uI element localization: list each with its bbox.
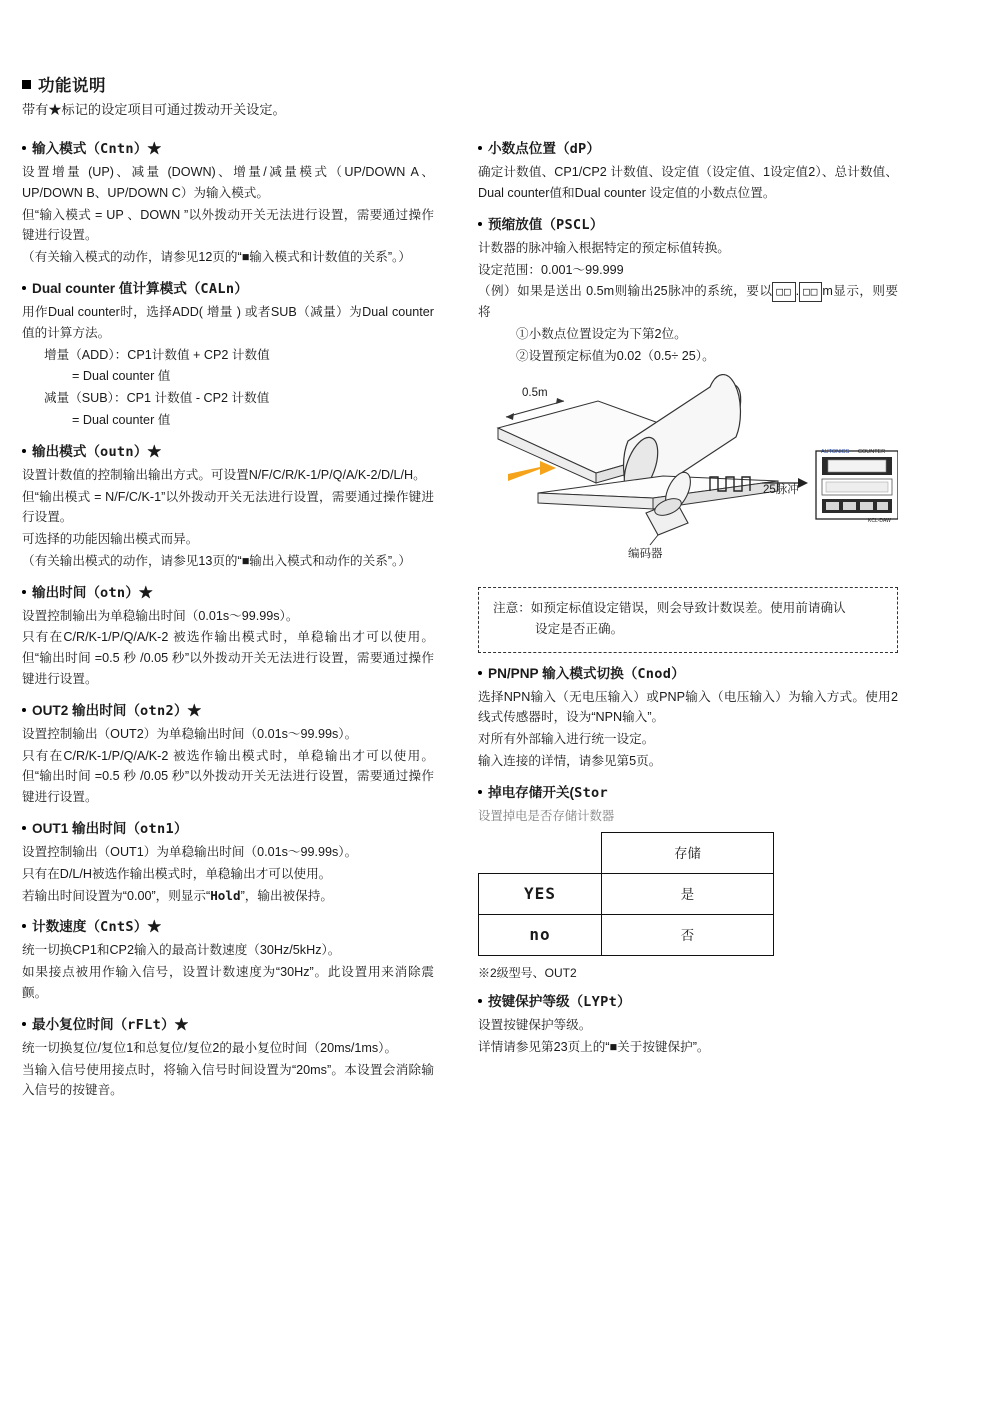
paragraph: 设置增量 (UP)、减量 (DOWN)、增量/减量模式（UP/DOWN A、UP/DOWN B、UP/DOWN C）为输入模式。 [22,165,434,200]
caution-note [478,587,898,653]
table-header-storage: 存储 [602,832,774,873]
paragraph: 但“输出模式 = N/F/C/K-1”以外拨动开关无法进行设置，需要通过操作键进行设置。 [22,489,434,525]
paragraph: 设置控制输出（OUT2）为单稳输出时间（0.01s～99.99s）。 [22,726,358,741]
section-heading: 掉电存储开关(Stor [478,781,898,805]
table-cell-value: 否 [602,914,774,955]
paragraph: （有关输入模式的动作，请参见12页的“■输入模式和计数值的关系”。） [22,250,411,265]
figure-device-model: KCL-DAW [868,517,891,524]
figure-device-title: COUNTER [858,448,886,455]
gray-subnote: 设置掉电是否存储计数器 [478,808,615,823]
segment-code: LYPt [583,993,618,1010]
paragraph: 只有在C/R/K-1/P/Q/A/K-2 被选作输出模式时，单稳输出才可以使用。但“输出时间 =0.5 秒 /0.05 秒”以外拨动开关无法进行设置，需要通过操作键进行设置。 [22,748,434,805]
placeholder-digits: □□ [799,282,822,302]
section-prescale [478,213,898,367]
paragraph: 选择NPN输入（无电压输入）或PNP输入（电压输入）为输入方式。使用2线式传感器时，设为“NPN输入”。 [478,689,898,725]
section-heading: Dual counter 值计算模式（CALn） [22,277,434,301]
left-column [22,128,434,1107]
paragraph: （有关输出模式的动作，请参见13页的“■输出入模式和动作的关系”。） [22,553,411,568]
section-heading: 输出模式（outn）★ [22,440,434,464]
segment-code: Hold [210,887,241,903]
right-column [478,128,898,1063]
paragraph: 统一切换复位/复位1和总复位/复位2的最小复位时间（20ms/1ms）。 [22,1040,398,1055]
paragraph: 设定范围：0.001～99.999 [478,262,624,277]
table-header-empty [479,832,602,873]
bullet-dot-icon [22,590,26,594]
section-min-reset-time [22,1013,434,1101]
paragraph: 若输出时间设置为“0.00”，则显示“Hold”，输出被保持。 [22,887,333,903]
formula-line: 减量（SUB）：CP1 计数值 - CP2 计数值 [44,391,270,406]
section-power-off-storage [478,781,898,981]
paragraph: 计数器的脉冲输入根据特定的预定标值转换。 [478,240,730,255]
caution-line: 注意：如预定标值设定错误，则会导致计数误差。使用前请确认 [493,600,846,615]
paragraph: 只有在D/L/H被选作输出模式时，单稳输出才可以使用。 [22,866,332,881]
segment-code: CntS [99,919,134,936]
section-heading: OUT1 输出时间（otn1） [22,817,434,841]
table-row [479,873,774,914]
section-heading: 输入模式（Cntn）★ [22,137,434,161]
segment-code: Stor [574,784,609,801]
section-heading: 按键保护等级（LYPt） [478,990,898,1014]
paragraph: 设置计数值的控制输出输出方式。可设置N/F/C/R/K-1/P/Q/A/K-2/D/L/H。 [22,467,426,482]
caution-line: 设定是否正确。 [535,622,624,637]
formula-line: = Dual counter 值 [72,412,171,427]
paragraph: 输入连接的详情，请参见第5页。 [478,753,662,768]
paragraph: 设置按键保护等级。 [478,1017,592,1032]
paragraph: 可选择的功能因输出模式而异。 [22,532,199,547]
storage-table [478,832,774,956]
table-row [479,832,774,873]
segment-code: Cnod [637,665,672,682]
paragraph: 如果接点被用作输入信号，设置计数速度为“30Hz”。此设置用来消除震颤。 [22,965,434,1000]
paragraph: 对所有外部输入进行统一设定。 [478,732,655,747]
segment-code: otn [99,584,126,601]
formula-line: 增量（ADD）：CP1计数值 + CP2 计数值 [44,347,270,362]
table-cell-code: YES [479,873,602,914]
segment-code: CALn [200,280,235,297]
bullet-dot-icon [22,708,26,712]
section-out1-time [22,817,434,906]
numbered-item: ①小数点位置设定为下第2位。 [516,327,687,342]
table-cell-value: 是 [602,873,774,914]
prescale-diagram-svg [478,373,898,573]
table-footnote: ※2级型号、OUT2 [478,965,577,980]
segment-code: dP [569,141,587,157]
section-heading: 输出时间（otn）★ [22,581,434,605]
paragraph: （例）如果是送出 0.5m则输出25脉冲的系统，要以 □□ . □□ m显示，则要将 [478,284,898,320]
bullet-dot-icon [478,790,482,794]
page-subtitle: 带有★标记的设定项目可通过拨动开关设定。 [22,102,286,117]
segment-code: rFLt [127,1016,162,1033]
formula-line: = Dual counter 值 [72,369,171,384]
placeholder-digits: □□ [772,282,795,302]
bullet-dot-icon [22,826,26,830]
bullet-dot-icon [478,146,482,150]
segment-code: outn [99,443,134,460]
section-heading: 预缩放值（PSCL） [478,213,898,237]
section-key-protection [478,990,898,1058]
section-input-mode [22,137,434,268]
page-title: 功能说明 [22,72,106,96]
bullet-dot-icon [22,1022,26,1026]
segment-code: PSCL [555,216,590,233]
bullet-dot-icon [22,449,26,453]
bullet-dot-icon [478,671,482,675]
figure-device-brand: AUTONICS [821,448,850,455]
bullet-dot-icon [22,286,26,290]
segment-code: otn2 [140,702,174,719]
bullet-square-icon [22,80,31,89]
bullet-dot-icon [22,146,26,150]
section-heading: 最小复位时间（rFLt）★ [22,1013,434,1037]
section-count-speed [22,915,434,1003]
paragraph: 设置控制输出为单稳输出时间（0.01s～99.99s）。 [22,608,299,623]
paragraph: 但“输入模式 = UP 、DOWN ”以外拨动开关无法进行设置，需要通过操作键进行设置。 [22,207,434,243]
section-dual-counter-calc [22,277,434,431]
section-output-mode [22,440,434,572]
prescale-diagram [478,373,898,573]
bullet-dot-icon [22,924,26,928]
paragraph: 确定计数值、CP1/CP2 计数值、设定值（设定值、1设定值2）、总计数值、 Dual counter值和Dual counter 设定值的小数点位置。 [478,165,898,200]
segment-code: otn1 [140,820,174,837]
paragraph: 详情请参见第23页上的“■关于按键保护”。 [478,1039,710,1054]
segment-code: Cntn [99,141,134,157]
numbered-item: ②设置预定标值为0.02（0.5÷ 25）。 [516,348,715,363]
paragraph: 统一切换CP1和CP2输入的最高计数速度（30Hz/5kHz）。 [22,943,341,958]
section-heading: PN/PNP 输入模式切换（Cnod） [478,662,898,686]
paragraph: 当输入信号使用接点时，将输入信号时间设置为“20ms”。本设置会消除输入信号的按键音。 [22,1062,434,1098]
paragraph: 用作Dual counter时，选择ADD( 增量 ) 或者SUB（减量）为Dual counter 值的计算方法。 [22,305,434,340]
bullet-dot-icon [478,222,482,226]
paragraph: 设置控制输出（OUT1）为单稳输出时间（0.01s～99.99s）。 [22,845,358,860]
bullet-dot-icon [478,999,482,1003]
section-decimal-point [478,137,898,204]
section-heading: 计数速度（CntS）★ [22,915,434,939]
section-heading: OUT2 输出时间（otn2）★ [22,699,434,723]
figure-encoder-label: 编码器 [628,547,663,560]
section-output-time [22,581,434,690]
table-cell-code: no [479,914,602,955]
section-out2-time [22,699,434,808]
paragraph: 只有在C/R/K-1/P/Q/A/K-2 被选作输出模式时，单稳输出才可以使用。但“输出时间 =0.5 秒 /0.05 秒”以外拨动开关无法进行设置，需要通过操作键进行设置。 [22,630,434,686]
section-heading: 小数点位置（dP） [478,137,898,161]
section-pn-pnp [478,662,898,772]
figure-pulse-label: 25脉冲 [763,483,799,496]
table-row [479,914,774,955]
figure-length-label: 0.5m [522,386,548,399]
